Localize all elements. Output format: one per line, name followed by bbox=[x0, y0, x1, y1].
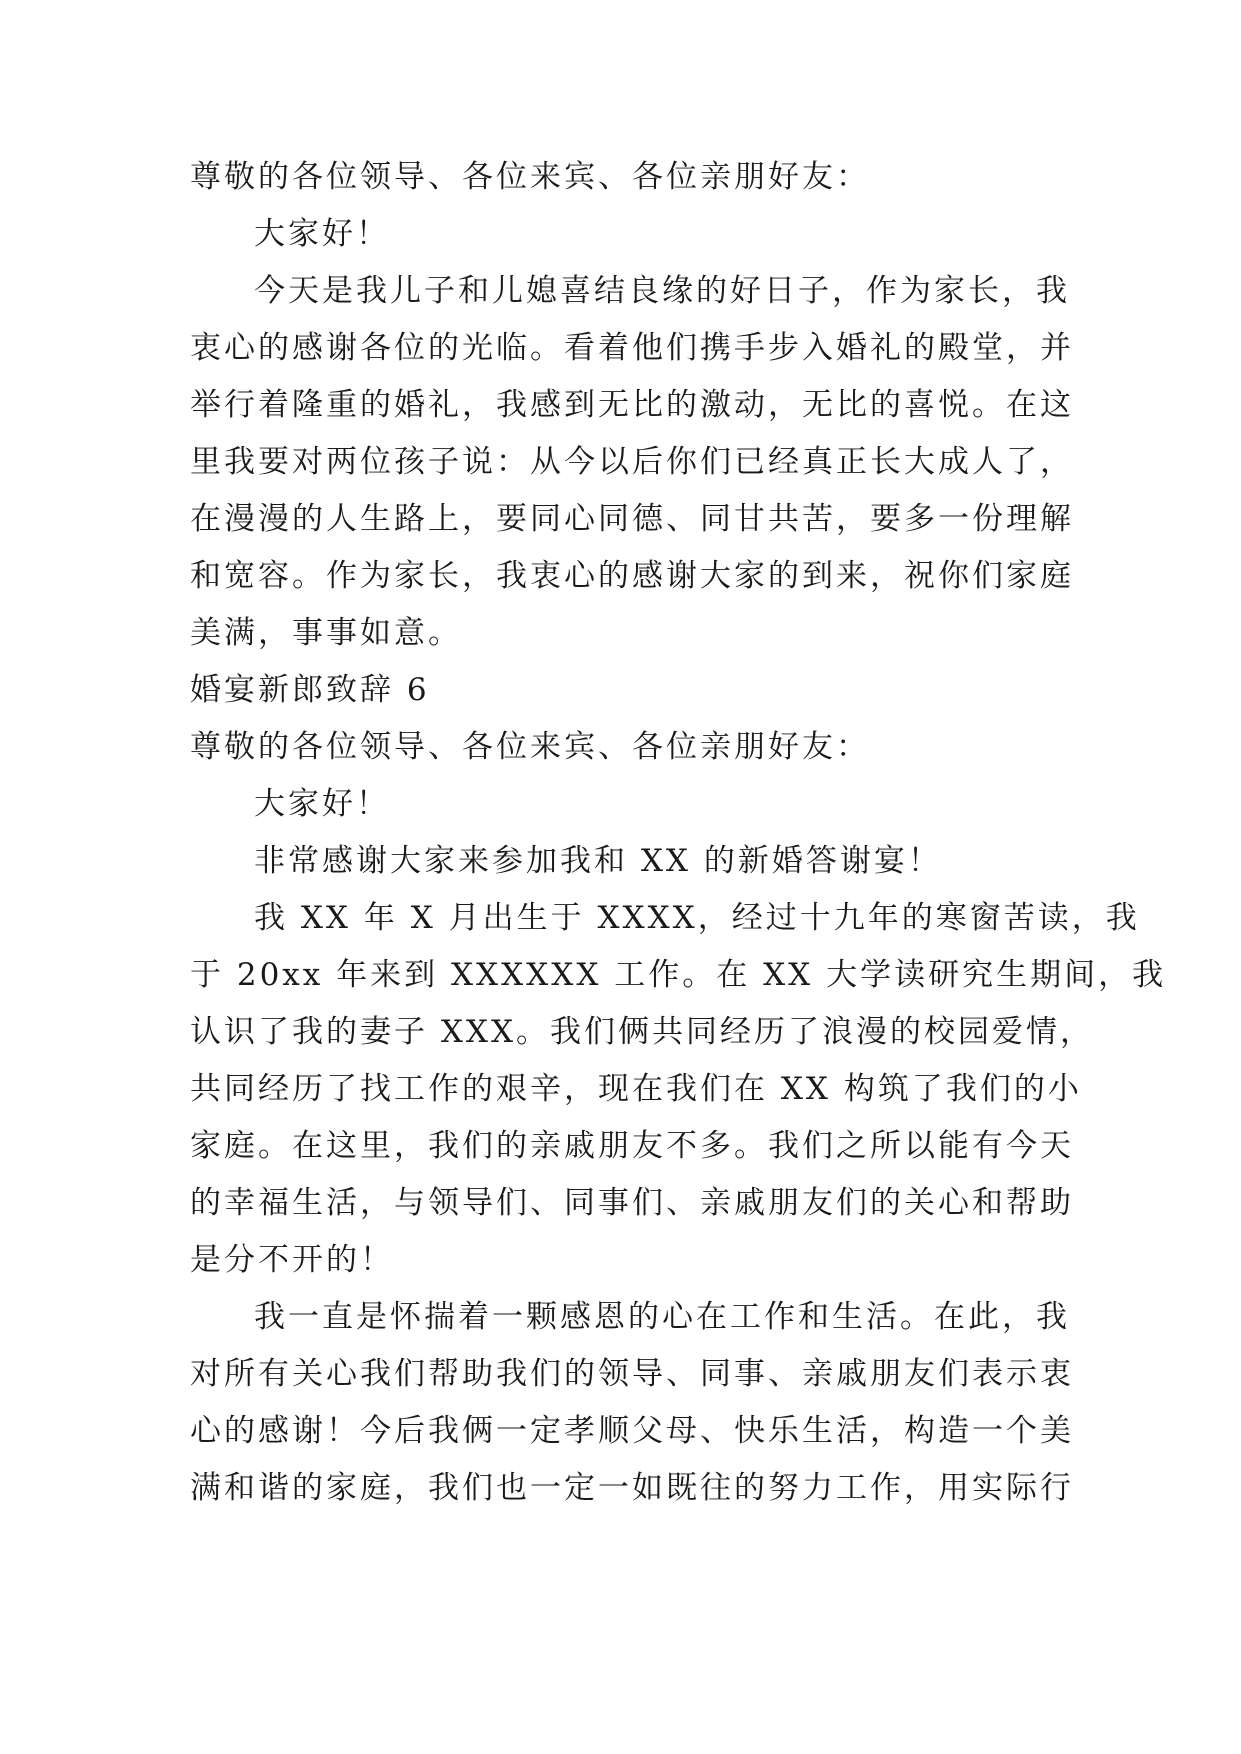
paragraph-line: 心的感谢！今后我俩一定孝顺父母、快乐生活，构造一个美 bbox=[190, 1413, 1074, 1449]
parent-speech-paragraph bbox=[190, 273, 1074, 651]
paragraph-line: 的幸福生活，与领导们、同事们、亲戚朋友们的关心和帮助 bbox=[190, 1185, 1074, 1221]
paragraph-line: 举行着隆重的婚礼，我感到无比的激动，无比的喜悦。在这 bbox=[190, 387, 1074, 423]
paragraph-line: 衷心的感谢各位的光临。看着他们携手步入婚礼的殿堂，并 bbox=[190, 330, 1074, 366]
section-title: 婚宴新郎致辞 6 bbox=[190, 672, 430, 708]
greeting: 大家好！ bbox=[254, 786, 390, 822]
salutation: 尊敬的各位领导、各位来宾、各位亲朋好友： bbox=[190, 159, 870, 195]
paragraph-line: 满和谐的家庭，我们也一定一如既往的努力工作，用实际行 bbox=[190, 1470, 1074, 1506]
paragraph-line: 在漫漫的人生路上，要同心同德、同甘共苦，要多一份理解 bbox=[190, 501, 1074, 537]
paragraph-line: 我 XX 年 X 月出生于 XXXX，经过十九年的寒窗苦读，我 bbox=[254, 900, 1140, 936]
paragraph-line: 共同经历了找工作的艰辛，现在我们在 XX 构筑了我们的小 bbox=[190, 1071, 1082, 1107]
paragraph-line: 美满，事事如意。 bbox=[190, 615, 462, 651]
salutation: 尊敬的各位领导、各位来宾、各位亲朋好友： bbox=[190, 729, 870, 765]
document-body bbox=[190, 159, 1167, 1506]
paragraph-line: 对所有关心我们帮助我们的领导、同事、亲戚朋友们表示衷 bbox=[190, 1356, 1074, 1392]
paragraph-line: 和宽容。作为家长，我衷心的感谢大家的到来，祝你们家庭 bbox=[190, 558, 1074, 594]
paragraph-line: 里我要对两位孩子说：从今以后你们已经真正长大成人了， bbox=[190, 444, 1074, 480]
paragraph-line: 家庭。在这里，我们的亲戚朋友不多。我们之所以能有今天 bbox=[190, 1128, 1074, 1164]
groom-speech-paragraph-2 bbox=[190, 1299, 1074, 1506]
greeting: 大家好！ bbox=[254, 216, 390, 252]
paragraph-line: 我一直是怀揣着一颗感恩的心在工作和生活。在此，我 bbox=[254, 1299, 1070, 1335]
thanks-line: 非常感谢大家来参加我和 XX 的新婚答谢宴！ bbox=[254, 843, 942, 879]
paragraph-line: 今天是我儿子和儿媳喜结良缘的好日子，作为家长，我 bbox=[254, 273, 1070, 309]
paragraph-line: 于 20xx 年来到 XXXXXX 工作。在 XX 大学读研究生期间，我 bbox=[190, 957, 1167, 993]
paragraph-line: 是分不开的！ bbox=[190, 1242, 394, 1278]
paragraph-line: 认识了我的妻子 XXX。我们俩共同经历了浪漫的校园爱情， bbox=[190, 1014, 1095, 1050]
groom-speech-paragraph-1 bbox=[190, 900, 1167, 1278]
